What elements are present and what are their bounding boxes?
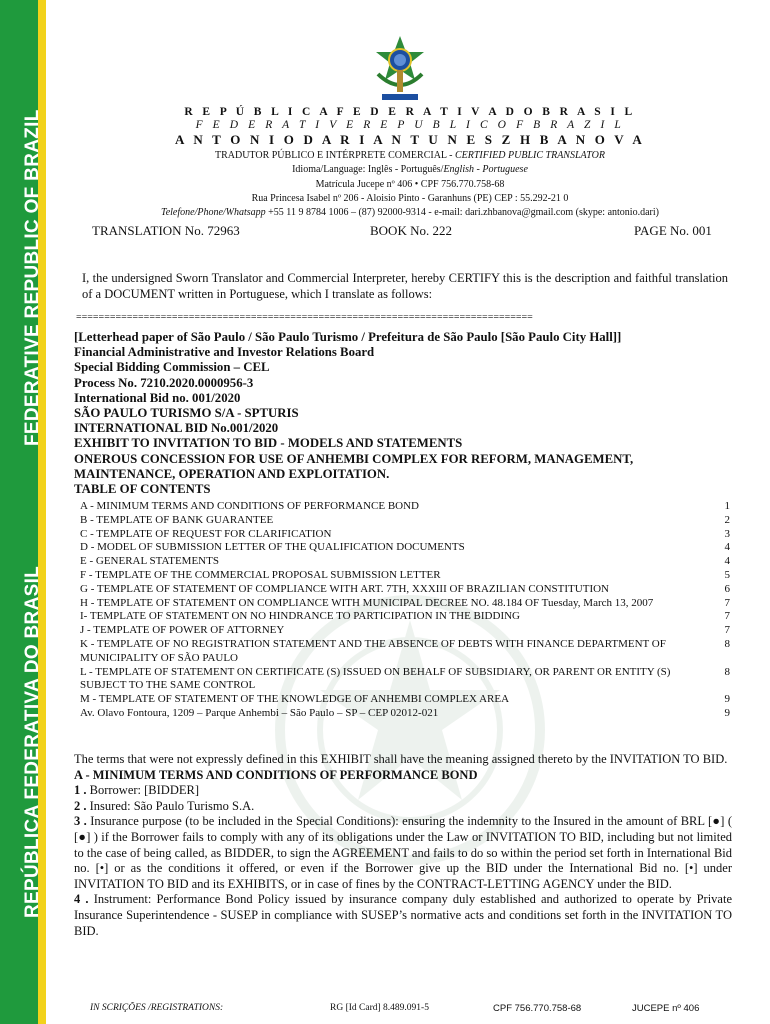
side-banner <box>0 0 46 1024</box>
letterhead-line: SÃO PAULO TURISMO S/A - SPTURIS <box>74 406 299 421</box>
toc-row: J - TEMPLATE OF POWER OF ATTORNEY 7 <box>80 624 730 637</box>
toc-row: H - TEMPLATE OF STATEMENT ON COMPLIANCE WITH MUNICIPAL DECREE NO. 48.184 OF Tuesday, March 13, 2007 7 <box>80 596 730 609</box>
toc-row: G - TEMPLATE OF STATEMENT OF COMPLIANCE WITH ART. 7TH, XXXIII OF BRAZILIAN CONSTITUTION 6 <box>80 582 730 595</box>
banner-text-portuguese: REPÚBLICA FEDERATIVA DO BRASIL <box>22 565 43 918</box>
toc-row: Av. Olavo Fontoura, 1209 – Parque Anhembi – São Paulo – SP – CEP 02012-021 9 <box>80 706 730 719</box>
toc-row: E - GENERAL STATEMENTS 4 <box>80 555 730 568</box>
banner-text-english: FEDERATIVE REPUBLIC OF BRAZIL <box>22 109 43 446</box>
letterhead-line: [Letterhead paper of São Paulo / São Paulo Turismo / Prefeitura de São Paulo [São Paulo City Hall]] <box>74 330 622 344</box>
toc-row: F - TEMPLATE OF THE COMMERCIAL PROPOSAL SUBMISSION LETTER 5 <box>80 568 730 581</box>
footer-jucepe: JUCEPE nº 406 <box>632 1003 700 1014</box>
header-contact: Telefone/Phone/Whatsapp +55 11 9 8784 1006 – (87) 92000-9314 - e-mail: dari.zhbanova@gmail.com (skype: antonio.dari) <box>161 207 659 218</box>
letterhead-line: ONEROUS CONCESSION FOR USE OF ANHEMBI COMPLEX FOR REFORM, MANAGEMENT, MAINTENANCE, OPERATION AND EXPLOITATION. <box>74 451 634 481</box>
list-item: 1 . Borrower: [BIDDER] <box>74 783 199 798</box>
header-republic-en: F E D E R A T I V E R E P U B L I C O F B R A Z I L <box>195 119 625 131</box>
toc-row: D - MODEL OF SUBMISSION LETTER OF THE QUALIFICATION DOCUMENTS 4 <box>80 541 730 554</box>
body-text <box>74 752 732 939</box>
header-translator-title: TRADUTOR PÚBLICO E INTÉRPRETE COMERCIAL - CERTIFIED PUBLIC TRANSLATOR <box>214 150 605 161</box>
page-number: PAGE No. 001 <box>634 223 712 238</box>
header-translator-name: A N T O N I O D A R I A N T U N E S Z H B A N O V A <box>175 132 645 147</box>
table-of-contents <box>80 500 730 721</box>
footer-cpf: CPF 756.770.758-68 <box>493 1003 582 1014</box>
header-registration: Matrícula Jucepe nº 406 • CPF 756.770.758-68 <box>315 179 505 190</box>
toc-row: I- TEMPLATE OF STATEMENT ON NO HINDRANCE TO PARTICIPATION IN THE BIDDING 7 <box>80 610 730 623</box>
toc-row: K - TEMPLATE OF NO REGISTRATION STATEMENT AND THE ABSENCE OF DEBTS WITH FINANCE DEPARTMENT OF MUNICIPALITY OF SÃO PAULO 8 <box>80 637 730 664</box>
header-address: Rua Princesa Isabel nº 206 - Aloisio Pinto - Garanhuns (PE) CEP : 55.292-21 0 <box>251 193 569 204</box>
certification-intro: I, the undersigned Sworn Translator and Commercial Interpreter, hereby CERTIFY this is the description and faithful translation of a DOCUMENT written in Portuguese, which I translate as follows: <box>82 271 728 301</box>
book-number: BOOK No. 222 <box>370 223 452 238</box>
separator-rule: ================================================================================= <box>76 312 533 323</box>
toc-row: L - TEMPLATE OF STATEMENT ON CERTIFICATE (S) ISSUED ON BEHALF OF SUBSIDIARY, OR PARENT OR ENTITY (S) SUBJECT TO THE SAME CONTROL 8 <box>80 665 730 692</box>
toc-heading: TABLE OF CONTENTS <box>74 482 211 497</box>
letterhead-line: Financial Administrative and Investor Relations Board <box>74 345 375 360</box>
header-language: Idioma/Language: Inglês - Português/English - Portuguese <box>292 164 528 175</box>
letterhead-line: EXHIBIT TO INVITATION TO BID - MODELS AND STATEMENTS <box>74 436 463 451</box>
translation-number: TRANSLATION No. 72963 <box>92 223 240 238</box>
footer-rg: RG [Id Card] 8.489.091-5 <box>330 1003 429 1013</box>
section-a-heading: A - MINIMUM TERMS AND CONDITIONS OF PERFORMANCE BOND <box>74 767 478 782</box>
letterhead-block <box>74 330 734 497</box>
list-item: 4 . Instrument: Performance Bond Policy issued by insurance company duly established and authorized to operate by Private Insurance Superintendence - SUSEP in compliance with SUSEP’s normative acts and conditions set forth in the INVITATION TO BID. <box>74 892 732 938</box>
terms-paragraph: The terms that were not expressly defined in this EXHIBIT shall have the meaning assigned thereto by the INVITATION TO BID. <box>74 752 728 766</box>
coat-of-arms-icon <box>368 34 432 106</box>
letterhead-line: Process No. 7210.2020.0000956-3 <box>74 375 254 390</box>
toc-row: B - TEMPLATE OF BANK GUARANTEE 2 <box>80 513 730 526</box>
letterhead-line: INTERNATIONAL BID No.001/2020 <box>74 421 279 436</box>
letterhead-line: International Bid no. 001/2020 <box>74 390 241 405</box>
toc-row: A - MINIMUM TERMS AND CONDITIONS OF PERFORMANCE BOND 1 <box>80 500 730 512</box>
toc-row: M - TEMPLATE OF STATEMENT OF THE KNOWLEDGE OF ANHEMBI COMPLEX AREA 9 <box>80 693 730 706</box>
list-item: 3 . Insurance purpose (to be included in the Special Conditions): ensuring the indemnity to the Insured in the amount of BRL [●] ( [●] ) if the Borrower fails to comply with any of its obligations under the Law or INVITATION TO BID, including but not limited to the case of being called, as BIDDER, to sign the AGREEMENT and fails to do so within the period set forth in International Bid no. [•] or as the conditions it offered, or even if the Borrower give up the BID under the International Bid no. [•] under INVITATION TO BID and its EXHIBITS, or in case of fines by the CONTRACT-LETTING AGENCY under the BID. <box>74 814 733 891</box>
list-item: 2 . Insured: São Paulo Turismo S.A. <box>74 798 255 813</box>
footer-registrations: IN SCRIÇÕES /REGISTRATIONS: <box>90 1003 224 1013</box>
header-republic-pt: R E P Ú B L I C A F E D E R A T I V A D O B R A S I L <box>184 106 636 118</box>
toc-row: C - TEMPLATE OF REQUEST FOR CLARIFICATION 3 <box>80 527 730 540</box>
letterhead-line: Special Bidding Commission – CEL <box>74 360 270 375</box>
